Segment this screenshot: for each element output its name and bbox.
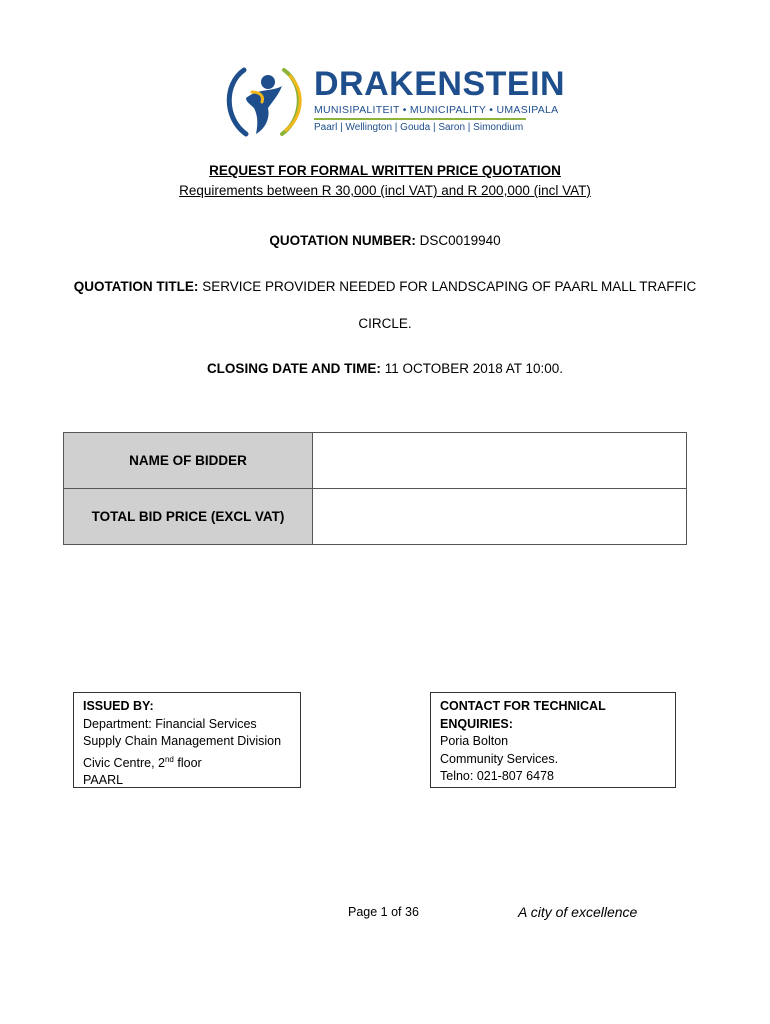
- logo-subtitle: MUNISIPALITEIT • MUNICIPALITY • UMASIPALA: [314, 104, 559, 116]
- table-row: [64, 433, 687, 489]
- contact-phone: Telno: 021-807 6478: [440, 769, 554, 783]
- document-title: REQUEST FOR FORMAL WRITTEN PRICE QUOTATION: [209, 163, 561, 178]
- bid-price-label: TOTAL BID PRICE (EXCL VAT): [64, 489, 313, 545]
- page-number: Page 1 of 36: [348, 905, 419, 919]
- municipality-logo: [222, 62, 566, 138]
- bidder-name-label: NAME OF BIDDER: [64, 433, 313, 489]
- contact-title: CONTACT FOR TECHNICAL ENQUIRIES:: [440, 699, 606, 731]
- logo-name: DRAKENSTEIN: [314, 65, 566, 103]
- bidder-name-field[interactable]: [313, 433, 687, 489]
- issued-by-department: Department: Financial Services: [83, 716, 257, 731]
- technical-contact-box: [430, 692, 676, 788]
- quotation-number-value: DSC0019940: [419, 233, 501, 248]
- logo-divider: [314, 118, 526, 120]
- logo-emblem-icon: [222, 62, 306, 138]
- closing-date-value: 11 OCTOBER 2018 AT 10:00.: [384, 361, 564, 376]
- requirements-line: Requirements between R 30,000 (incl VAT) and R 200,000 (incl VAT): [179, 183, 591, 198]
- closing-date-label: CLOSING DATE AND TIME:: [206, 361, 381, 376]
- quotation-number: [0, 233, 770, 248]
- bid-table: [63, 432, 687, 545]
- table-row: [64, 489, 687, 545]
- issued-by-box: [73, 692, 301, 788]
- issued-by-division: Supply Chain Management Division: [83, 734, 282, 748]
- contact-name: Poria Bolton: [440, 734, 509, 748]
- quotation-title-continued: CIRCLE.: [358, 316, 412, 331]
- bid-price-field[interactable]: [313, 489, 687, 545]
- quotation-title: [0, 279, 770, 294]
- issued-by-city: PAARL: [83, 773, 124, 788]
- contact-department: Community Services.: [440, 751, 559, 766]
- issued-by-title: ISSUED BY:: [83, 699, 154, 713]
- footer-motto: A city of excellence: [518, 904, 638, 920]
- logo-towns: Paarl | Wellington | Gouda | Saron | Simondium: [314, 122, 524, 133]
- issued-by-address: Civic Centre, 2nd floor: [83, 754, 202, 770]
- closing-date: [0, 361, 770, 376]
- quotation-title-value: SERVICE PROVIDER NEEDED FOR LANDSCAPING OF PAARL MALL TRAFFIC: [202, 279, 697, 294]
- quotation-title-label: QUOTATION TITLE:: [73, 279, 199, 294]
- quotation-number-label: QUOTATION NUMBER:: [269, 233, 416, 248]
